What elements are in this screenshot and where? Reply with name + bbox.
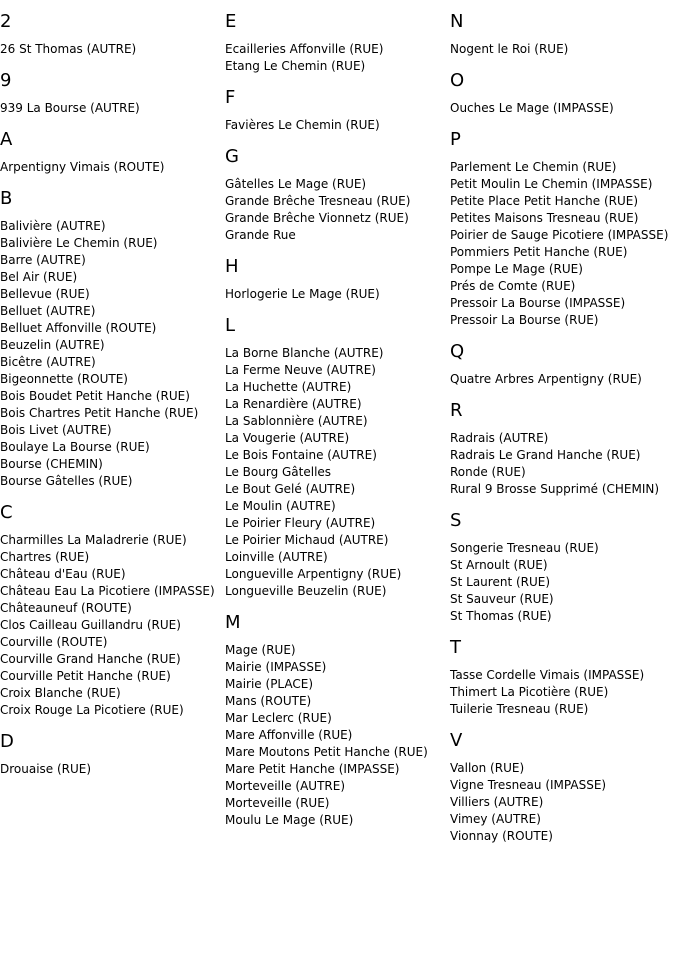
street-list bbox=[450, 100, 675, 117]
street-link[interactable]: Vionnay (ROUTE) bbox=[450, 829, 553, 843]
street-link[interactable]: Le Moulin (AUTRE) bbox=[225, 499, 336, 513]
street-link[interactable]: Chartres (RUE) bbox=[0, 550, 90, 564]
street-link[interactable]: Belluet Affonville (ROUTE) bbox=[0, 321, 157, 335]
street-link[interactable]: Vigne Tresneau (IMPASSE) bbox=[450, 778, 607, 792]
street-link[interactable]: Châteauneuf (ROUTE) bbox=[0, 601, 132, 615]
street-column-3 bbox=[450, 0, 675, 845]
letter-heading: V bbox=[450, 730, 463, 751]
street-link[interactable]: Ouches Le Mage (IMPASSE) bbox=[450, 101, 614, 115]
letter-heading: M bbox=[225, 612, 241, 633]
street-link[interactable]: Mar Leclerc (RUE) bbox=[225, 711, 332, 725]
street-link[interactable]: Boulaye La Bourse (RUE) bbox=[0, 440, 150, 454]
letter-group bbox=[450, 638, 675, 718]
street-list bbox=[0, 100, 222, 117]
street-link[interactable]: La Borne Blanche (AUTRE) bbox=[225, 346, 384, 360]
letter-group bbox=[0, 71, 222, 117]
street-link[interactable]: Etang Le Chemin (RUE) bbox=[225, 59, 366, 73]
street-link[interactable]: Le Bourg Gâtelles bbox=[225, 465, 332, 479]
letter-heading: S bbox=[450, 510, 462, 531]
letter-group bbox=[225, 88, 447, 134]
street-link[interactable]: St Arnoult (RUE) bbox=[450, 558, 548, 572]
letter-group bbox=[225, 12, 447, 75]
street-list bbox=[450, 667, 675, 718]
street-list bbox=[450, 540, 675, 625]
letter-heading: E bbox=[225, 11, 237, 32]
letter-heading: H bbox=[225, 256, 239, 277]
street-link[interactable]: La Renardière (AUTRE) bbox=[225, 397, 362, 411]
letter-group bbox=[450, 71, 675, 117]
street-list bbox=[450, 430, 675, 498]
street-link[interactable]: Charmilles La Maladrerie (RUE) bbox=[0, 533, 187, 547]
street-link[interactable]: Radrais (AUTRE) bbox=[450, 431, 549, 445]
street-link[interactable]: Ronde (RUE) bbox=[450, 465, 526, 479]
letter-heading: D bbox=[0, 731, 14, 752]
street-link[interactable]: Beuzelin (AUTRE) bbox=[0, 338, 105, 352]
letter-group bbox=[0, 503, 222, 719]
letter-heading: B bbox=[0, 188, 13, 209]
street-list bbox=[225, 117, 447, 134]
letter-heading: R bbox=[450, 400, 463, 421]
street-link[interactable]: Nogent le Roi (RUE) bbox=[450, 42, 569, 56]
street-link[interactable]: Bourse Gâtelles (RUE) bbox=[0, 474, 133, 488]
street-link[interactable]: Courville Petit Hanche (RUE) bbox=[0, 669, 171, 683]
street-link[interactable]: Drouaise (RUE) bbox=[0, 762, 92, 776]
street-link[interactable]: St Thomas (RUE) bbox=[450, 609, 552, 623]
street-link[interactable]: 26 St Thomas (AUTRE) bbox=[0, 42, 137, 56]
street-link[interactable]: Bicêtre (AUTRE) bbox=[0, 355, 96, 369]
street-link[interactable]: Courville Grand Hanche (RUE) bbox=[0, 652, 181, 666]
street-list bbox=[450, 159, 675, 329]
street-link[interactable]: Pressoir La Bourse (RUE) bbox=[450, 313, 599, 327]
letter-heading: T bbox=[450, 637, 461, 658]
street-link[interactable]: St Laurent (RUE) bbox=[450, 575, 551, 589]
street-link[interactable]: Grande Brêche Tresneau (RUE) bbox=[225, 194, 411, 208]
street-link[interactable]: Balivière Le Chemin (RUE) bbox=[0, 236, 158, 250]
letter-heading: 9 bbox=[0, 70, 12, 91]
street-link[interactable]: Longueville Beuzelin (RUE) bbox=[225, 584, 387, 598]
letter-group bbox=[0, 189, 222, 490]
street-link[interactable]: Petites Maisons Tresneau (RUE) bbox=[450, 211, 639, 225]
street-link[interactable]: Mage (RUE) bbox=[225, 643, 296, 657]
street-list bbox=[0, 41, 222, 58]
street-link[interactable]: Balivière (AUTRE) bbox=[0, 219, 106, 233]
street-link[interactable]: Songerie Tresneau (RUE) bbox=[450, 541, 599, 555]
street-link[interactable]: Croix Blanche (RUE) bbox=[0, 686, 121, 700]
street-link[interactable]: Prés de Comte (RUE) bbox=[450, 279, 576, 293]
street-link[interactable]: Mans (ROUTE) bbox=[225, 694, 312, 708]
street-list bbox=[0, 532, 222, 719]
street-link[interactable]: Longueville Arpentigny (RUE) bbox=[225, 567, 402, 581]
street-link[interactable]: Mairie (PLACE) bbox=[225, 677, 314, 691]
street-link[interactable]: Loinville (AUTRE) bbox=[225, 550, 328, 564]
street-link[interactable]: La Sablonnière (AUTRE) bbox=[225, 414, 368, 428]
street-list bbox=[450, 760, 675, 845]
street-link[interactable]: Le Bout Gelé (AUTRE) bbox=[225, 482, 356, 496]
street-list bbox=[0, 761, 222, 778]
street-link[interactable]: Thimert La Picotière (RUE) bbox=[450, 685, 609, 699]
street-link[interactable]: Le Poirier Fleury (AUTRE) bbox=[225, 516, 376, 530]
letter-group bbox=[225, 316, 447, 600]
street-link[interactable]: Mairie (IMPASSE) bbox=[225, 660, 327, 674]
street-link[interactable]: Pressoir La Bourse (IMPASSE) bbox=[450, 296, 626, 310]
street-link[interactable]: Vimey (AUTRE) bbox=[450, 812, 541, 826]
street-list bbox=[225, 286, 447, 303]
street-link[interactable]: Belluet (AUTRE) bbox=[0, 304, 96, 318]
street-link[interactable]: Croix Rouge La Picotiere (RUE) bbox=[0, 703, 184, 717]
street-link[interactable]: Grande Brêche Vionnetz (RUE) bbox=[225, 211, 409, 225]
letter-group bbox=[0, 130, 222, 176]
street-link[interactable]: Château d'Eau (RUE) bbox=[0, 567, 126, 581]
street-link[interactable]: Clos Cailleau Guillandru (RUE) bbox=[0, 618, 181, 632]
letter-group bbox=[450, 511, 675, 625]
street-link[interactable]: Petit Moulin Le Chemin (IMPASSE) bbox=[450, 177, 653, 191]
street-link[interactable]: La Ferme Neuve (AUTRE) bbox=[225, 363, 376, 377]
street-link[interactable]: Mare Affonville (RUE) bbox=[225, 728, 353, 742]
street-list bbox=[225, 642, 447, 829]
letter-heading: G bbox=[225, 146, 239, 167]
street-link[interactable]: Bois Livet (AUTRE) bbox=[0, 423, 112, 437]
letter-group bbox=[450, 130, 675, 329]
letter-heading: P bbox=[450, 129, 461, 150]
letter-heading: Q bbox=[450, 341, 465, 362]
street-link[interactable]: La Vougerie (AUTRE) bbox=[225, 431, 350, 445]
street-link[interactable]: Petite Place Petit Hanche (RUE) bbox=[450, 194, 639, 208]
street-link[interactable]: Ecailleries Affonville (RUE) bbox=[225, 42, 384, 56]
street-link[interactable]: Bellevue (RUE) bbox=[0, 287, 90, 301]
letter-heading: L bbox=[225, 315, 236, 336]
letter-heading: F bbox=[225, 87, 236, 108]
street-link[interactable]: Parlement Le Chemin (RUE) bbox=[450, 160, 617, 174]
street-link[interactable]: Gâtelles Le Mage (RUE) bbox=[225, 177, 367, 191]
letter-heading: C bbox=[0, 502, 13, 523]
street-link[interactable]: Morteveille (AUTRE) bbox=[225, 779, 346, 793]
street-link[interactable]: Bigeonnette (ROUTE) bbox=[0, 372, 128, 386]
letter-group bbox=[0, 12, 222, 58]
street-link[interactable]: Tuilerie Tresneau (RUE) bbox=[450, 702, 589, 716]
street-link[interactable]: Morteveille (RUE) bbox=[225, 796, 330, 810]
letter-group bbox=[450, 731, 675, 845]
street-link[interactable]: Barre (AUTRE) bbox=[0, 253, 86, 267]
letter-heading: A bbox=[0, 129, 13, 150]
letter-heading: 2 bbox=[0, 11, 12, 32]
street-column-2 bbox=[225, 0, 447, 829]
letter-group bbox=[450, 12, 675, 58]
letter-group bbox=[225, 613, 447, 829]
street-list bbox=[450, 41, 675, 58]
street-list bbox=[0, 159, 222, 176]
street-link[interactable]: Villiers (AUTRE) bbox=[450, 795, 544, 809]
street-link[interactable]: Pommiers Petit Hanche (RUE) bbox=[450, 245, 628, 259]
street-link[interactable]: Favières Le Chemin (RUE) bbox=[225, 118, 380, 132]
street-list bbox=[0, 218, 222, 490]
street-link[interactable]: Le Poirier Michaud (AUTRE) bbox=[225, 533, 389, 547]
letter-group bbox=[225, 147, 447, 244]
street-link[interactable]: Bois Chartres Petit Hanche (RUE) bbox=[0, 406, 199, 420]
street-list bbox=[225, 345, 447, 600]
street-list bbox=[225, 41, 447, 75]
street-link[interactable]: Moulu Le Mage (RUE) bbox=[225, 813, 354, 827]
letter-heading: N bbox=[450, 11, 464, 32]
street-list bbox=[450, 371, 675, 388]
street-link[interactable]: Bois Boudet Petit Hanche (RUE) bbox=[0, 389, 190, 403]
street-link[interactable]: Bourse (CHEMIN) bbox=[0, 457, 103, 471]
letter-group bbox=[450, 401, 675, 498]
street-link[interactable]: Pompe Le Mage (RUE) bbox=[450, 262, 583, 276]
street-link[interactable]: Mare Petit Hanche (IMPASSE) bbox=[225, 762, 400, 776]
letter-heading: O bbox=[450, 70, 465, 91]
street-link[interactable]: Poirier de Sauge Picotiere (IMPASSE) bbox=[450, 228, 669, 242]
letter-group bbox=[0, 732, 222, 778]
street-link[interactable]: Le Bois Fontaine (AUTRE) bbox=[225, 448, 377, 462]
street-link[interactable]: Château Eau La Picotiere (IMPASSE) bbox=[0, 584, 215, 598]
street-link[interactable]: Arpentigny Vimais (ROUTE) bbox=[0, 160, 165, 174]
street-link[interactable]: Mare Moutons Petit Hanche (RUE) bbox=[225, 745, 428, 759]
street-column-1 bbox=[0, 0, 222, 778]
letter-group bbox=[225, 257, 447, 303]
street-link[interactable]: Courville (ROUTE) bbox=[0, 635, 108, 649]
street-link[interactable]: Radrais Le Grand Hanche (RUE) bbox=[450, 448, 641, 462]
street-list bbox=[225, 176, 447, 244]
street-link[interactable]: Tasse Cordelle Vimais (IMPASSE) bbox=[450, 668, 645, 682]
street-link[interactable]: Horlogerie Le Mage (RUE) bbox=[225, 287, 380, 301]
street-link[interactable]: Rural 9 Brosse Supprimé (CHEMIN) bbox=[450, 482, 660, 496]
street-link[interactable]: Grande Rue bbox=[225, 228, 296, 242]
street-link[interactable]: La Huchette (AUTRE) bbox=[225, 380, 352, 394]
street-link[interactable]: Quatre Arbres Arpentigny (RUE) bbox=[450, 372, 642, 386]
street-link[interactable]: Bel Air (RUE) bbox=[0, 270, 78, 284]
street-link[interactable]: 939 La Bourse (AUTRE) bbox=[0, 101, 140, 115]
street-link[interactable]: St Sauveur (RUE) bbox=[450, 592, 554, 606]
street-link[interactable]: Vallon (RUE) bbox=[450, 761, 525, 775]
letter-group bbox=[450, 342, 675, 388]
